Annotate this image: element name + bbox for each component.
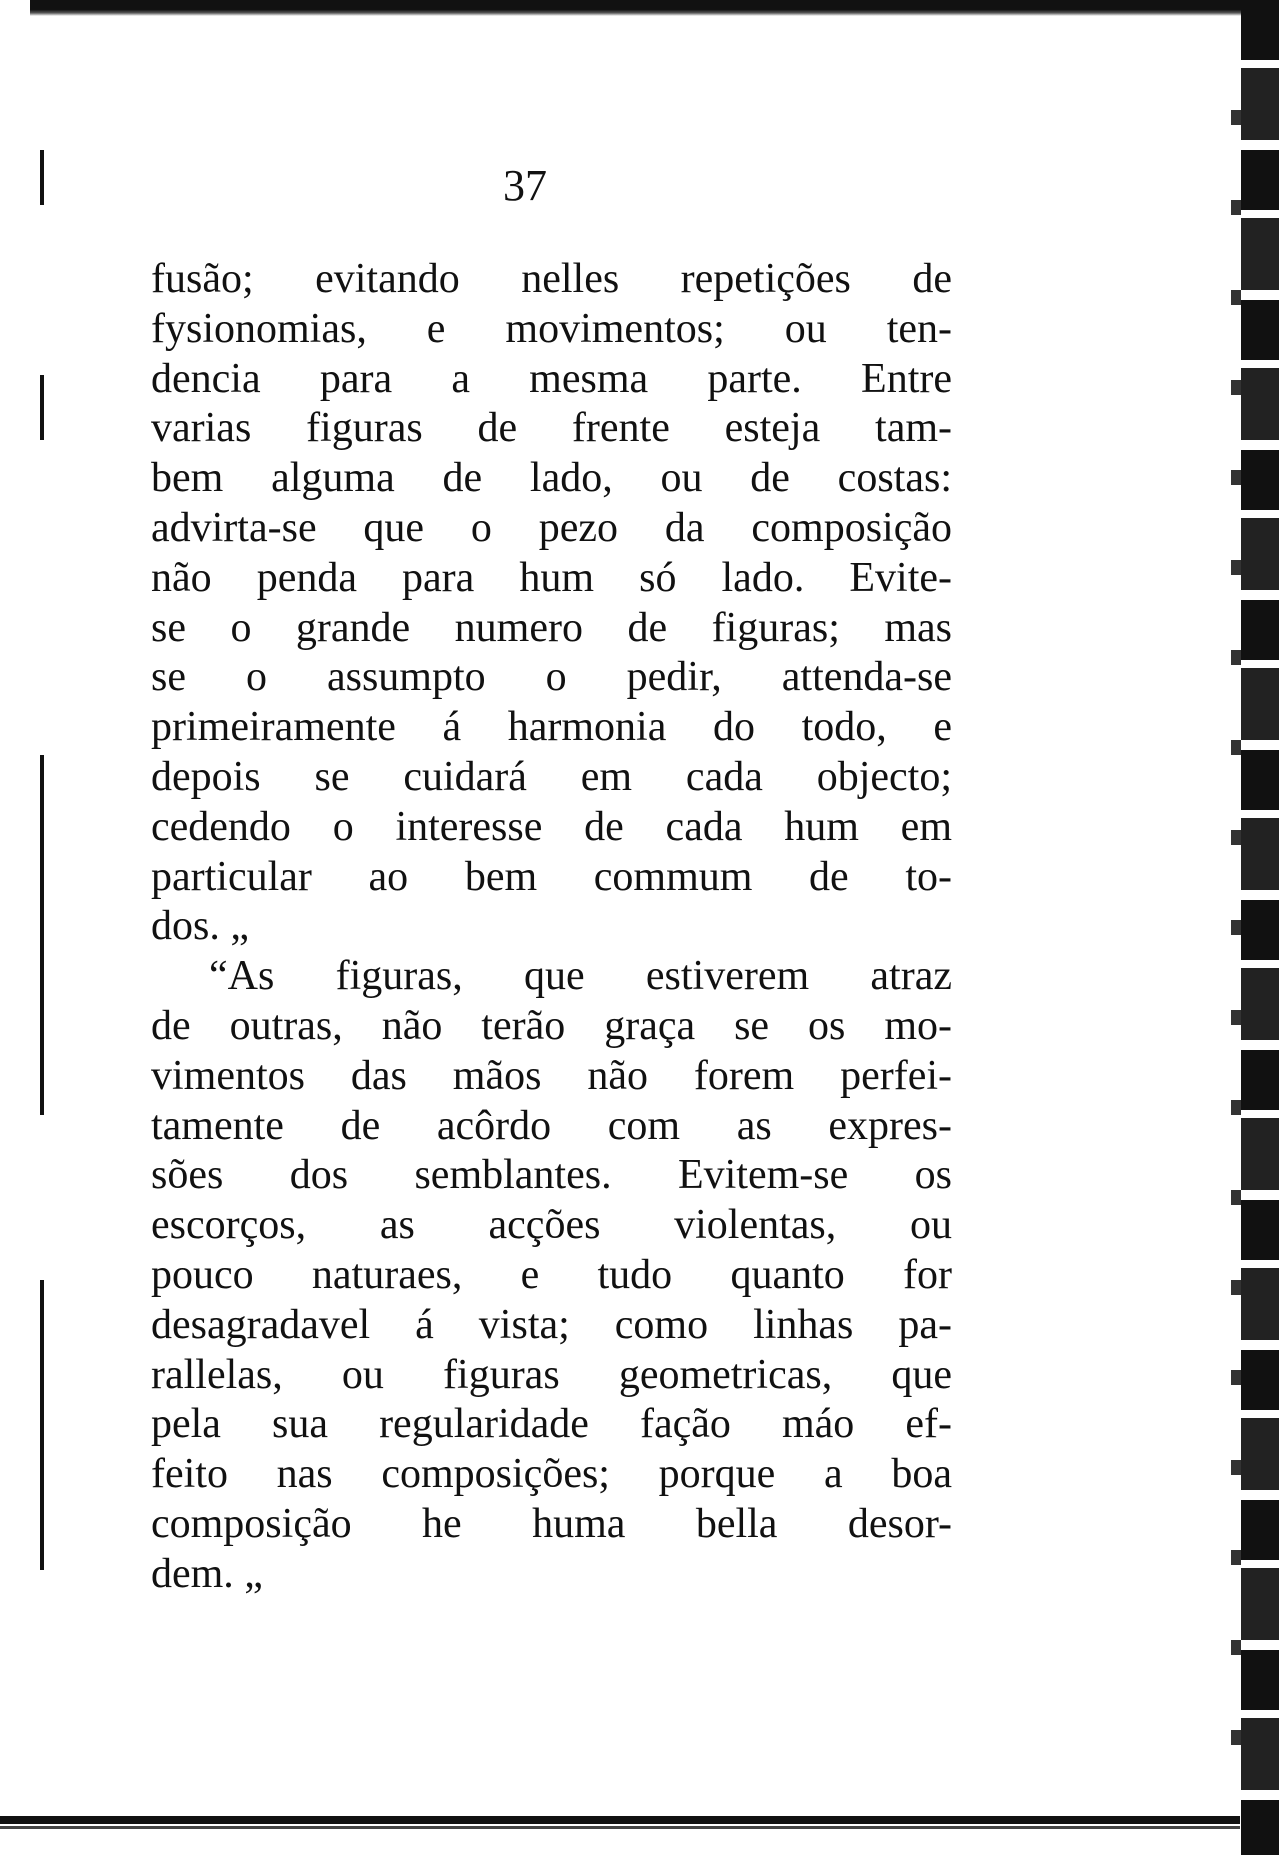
- text-line: depois se cuidará em cada objecto;: [151, 753, 952, 800]
- text-line: composição he huma bella desor-: [151, 1500, 952, 1547]
- text-line: sões dos semblantes. Evitem-se os: [151, 1152, 952, 1199]
- text-line: advirta-se que o pezo da composição: [151, 504, 952, 551]
- text-line: se o grande numero de figuras; mas: [151, 604, 952, 651]
- text-line: de outras, não terão graça se os mo-: [151, 1002, 952, 1049]
- text-line: rallelas, ou figuras geometricas, que: [151, 1351, 952, 1398]
- text-line: fysionomias, e movimentos; ou ten-: [151, 305, 952, 352]
- text-line: dos. „: [151, 903, 249, 950]
- scan-bottom-edge-line: [0, 1826, 1240, 1829]
- text-line: não penda para hum só lado. Evite-: [151, 554, 952, 601]
- text-line: tamente de acôrdo com as expres-: [151, 1102, 952, 1149]
- body-text: [151, 255, 952, 1600]
- text-line: primeiramente á harmonia do todo, e: [151, 704, 952, 751]
- scan-left-mark: [40, 1280, 44, 1570]
- text-line: particular ao bem commum de to-: [151, 853, 952, 900]
- text-line: se o assumpto o pedir, attenda-se: [151, 654, 952, 701]
- scan-right-edge-shadow: [1231, 80, 1241, 1820]
- text-line: vimentos das mãos não forem perfei-: [151, 1052, 952, 1099]
- scan-top-edge: [30, 0, 1279, 16]
- scan-left-mark: [40, 755, 44, 1115]
- text-line: cedendo o interesse de cada hum em: [151, 803, 952, 850]
- text-line: pouco naturaes, e tudo quanto for: [151, 1251, 952, 1298]
- text-line: bem alguma de lado, ou de costas:: [151, 455, 952, 502]
- scan-bottom-edge: [0, 1816, 1240, 1824]
- text-line: dem. „: [151, 1550, 263, 1597]
- text-line: fusão; evitando nelles repetições de: [151, 256, 952, 302]
- text-line: dencia para a mesma parte. Entre: [151, 355, 952, 402]
- text-line: varias figuras de frente esteja tam-: [151, 405, 952, 452]
- text-line: escorços, as acções violentas, ou: [151, 1202, 952, 1249]
- text-line: pela sua regularidade fação máo ef-: [151, 1401, 952, 1448]
- scan-right-edge: [1241, 0, 1279, 1855]
- text-line: feito nas composições; porque a boa: [151, 1451, 952, 1498]
- page-number: 37: [503, 161, 547, 210]
- text-line: desagradavel á vista; como linhas pa-: [151, 1301, 952, 1348]
- scan-left-mark: [40, 375, 44, 440]
- text-line: “As figuras, que estiverem atraz: [209, 953, 952, 1000]
